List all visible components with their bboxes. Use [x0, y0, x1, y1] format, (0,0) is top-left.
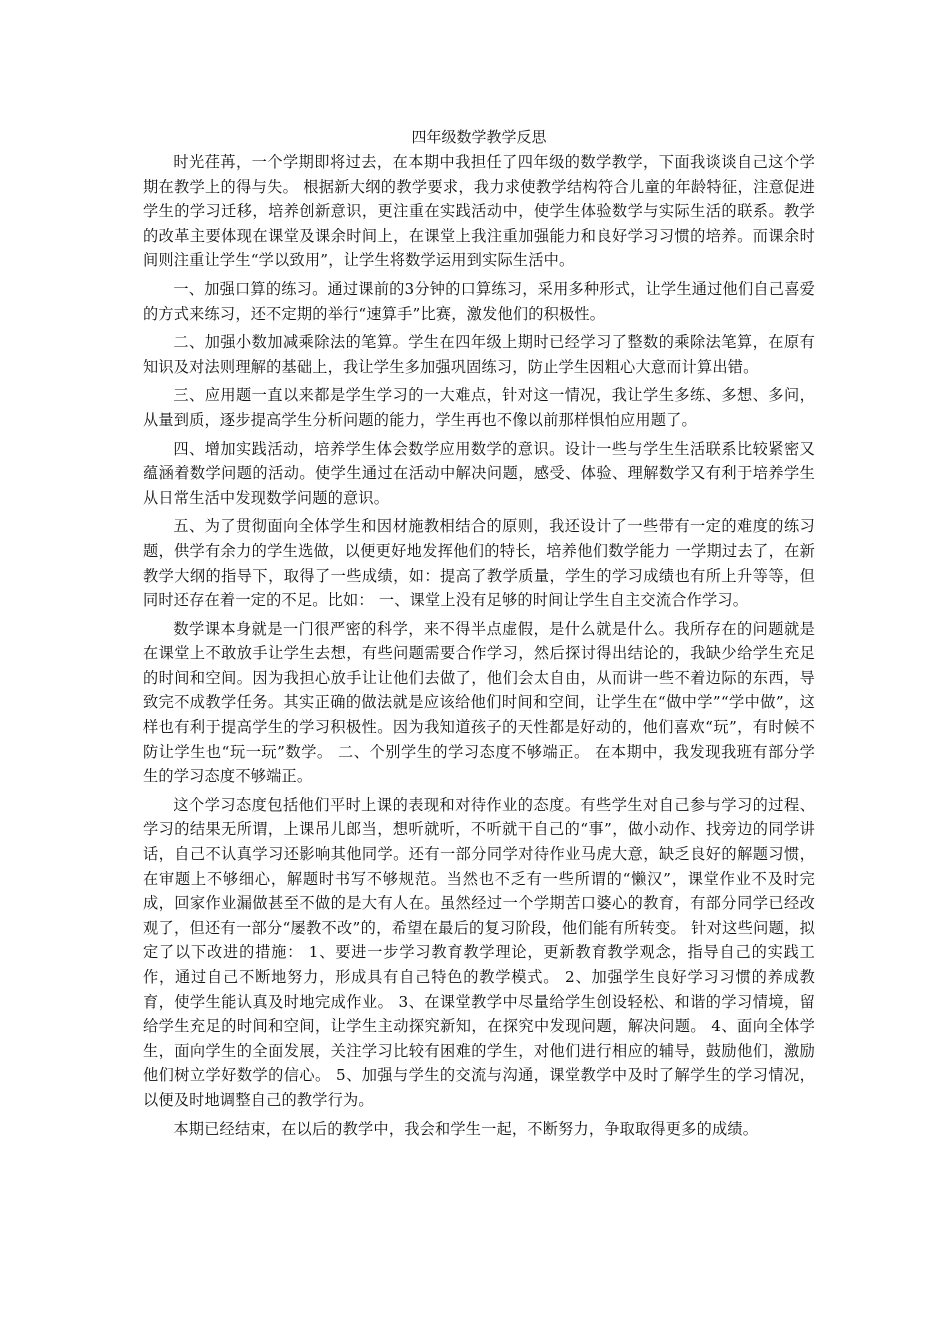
paragraph-conclusion: 本期已经结束，在以后的教学中，我会和学生一起，不断努力，争取取得更多的成绩。 [173, 1119, 759, 1138]
paragraph-point-2: 二、加强小数加减乘除法的笔算。学生在四年级上期时已经学习了整数的乘除法笔算，在原有知识及对法则理解的基础上，我让学生多加强巩固练习，防止学生因粗心大意而计算出错。 [143, 333, 815, 376]
paragraph-problem-1: 数学课本身就是一门很严密的科学，来不得半点虚假，是什么就是什么。我所存在的问题就是在课堂上不敢放手让学生去想，有些问题需要合作学习，然后探讨得出结论的，我缺少给学生充足的时间和空间。因为我担心放手让让他们去做了，他们会太自由，从而讲一些不着边际的东西，导致完不成教学任务。其实正确的做法就是应该给他们时间和空间，让学生在“做中学”“学中做”，这样也有利于提高学生的学习积极性。因为我知道孩子的天性都是好动的，他们喜欢“玩”，有时候不防让学生也“玩一玩”数学。 二、个别学生的学习态度不够端正。 在本期中，我发现我班有部分学生的学习态度不够端正。 [143, 619, 815, 786]
paragraph-point-3: 三、应用题一直以来都是学生学习的一大难点，针对这一情况，我让学生多练、多想、多问，从量到质，逐步提高学生分析问题的能力，学生再也不像以前那样惧怕应用题了。 [143, 386, 815, 429]
document-page [143, 126, 815, 1141]
paragraph-problem-2-measures: 这个学习态度包括他们平时上课的表现和对待作业的态度。有些学生对自己参与学习的过程、学习的结果无所谓，上课吊儿郎当，想听就听，不听就干自己的“事”，做小动作、找旁边的同学讲话，自己不认真学习还影响其他同学。还有一部分同学对待作业马虎大意，缺乏良好的解题习惯，在审题上不够细心，解题时书写不够规范。当然也不乏有一些所谓的“懒汉”，课堂作业不及时完成，回家作业漏做甚至不做的是大有人在。虽然经过一个学期苦口婆心的教育，有部分同学已经改观了，但还有一部分“屡教不改”的，希望在最后的复习阶段，他们能有所转变。 针对这些问题，拟定了以下改进的措施： 1、要进一步学习教育教学理论，更新教育教学观念，指导自己的实践工作，通过自己不断地努力，形成具有自己特色的教学模式。 2、加强学生良好学习习惯的养成教育，使学生能认真及时地完成作业。 3、在课堂教学中尽量给学生创设轻松、和谐的学习情境，留给学生充足的时间和空间，让学生主动探究新知，在探究中发现问题，解决问题。 4、面向全体学生，面向学生的全面发展，关注学习比较有困难的学生，对他们进行相应的辅导，鼓励他们，激励他们树立学好数学的信心。 5、加强与学生的交流与沟通，课堂教学中及时了解学生的学习情况，以便及时地调整自己的教学行为。 [143, 795, 815, 1109]
document-title: 四年级数学教学反思 [411, 128, 547, 146]
paragraph-point-4: 四、增加实践活动，培养学生体会数学应用数学的意识。设计一些与学生生活联系比较紧密又蕴涵着数学问题的活动。使学生通过在活动中解决问题，感受、体验、理解数学又有利于培养学生从日常生活中发现数学问题的意识。 [143, 439, 815, 507]
paragraph-point-1: 一、加强口算的练习。通过课前的3分钟的口算练习，采用多种形式，让学生通过他们自己喜爱的方式来练习，还不定期的举行“速算手”比赛，激发他们的积极性。 [143, 279, 815, 323]
paragraph-point-5: 五、为了贯彻面向全体学生和因材施教相结合的原则，我还设计了一些带有一定的难度的练习题，供学有余力的学生选做，以便更好地发挥他们的特长，培养他们数学能力 一学期过去了，在新教学大纲的指导下，取得了一些成绩，如：提高了教学质量，学生的学习成绩也有所上升等等，但同时还存在着一定的不足。比如： 一、课堂上没有足够的时间让学生自主交流合作学习。 [143, 517, 815, 610]
paragraph-intro: 时光荏苒，一个学期即将过去，在本期中我担任了四年级的数学教学，下面我谈谈自己这个学期在教学上的得与失。 根据新大纲的教学要求，我力求使教学结构符合儿童的年龄特征，注意促进学生的学习迁移，培养创新意识，更注重在实践活动中，使学生体验数学与实际生活的联系。教学的改革主要体现在课堂及课余时间上，在课堂上我注重加强能力和良好学习习惯的培养。而课余时间则注重让学生“学以致用”，让学生将数学运用到实际生活中。 [143, 153, 815, 270]
